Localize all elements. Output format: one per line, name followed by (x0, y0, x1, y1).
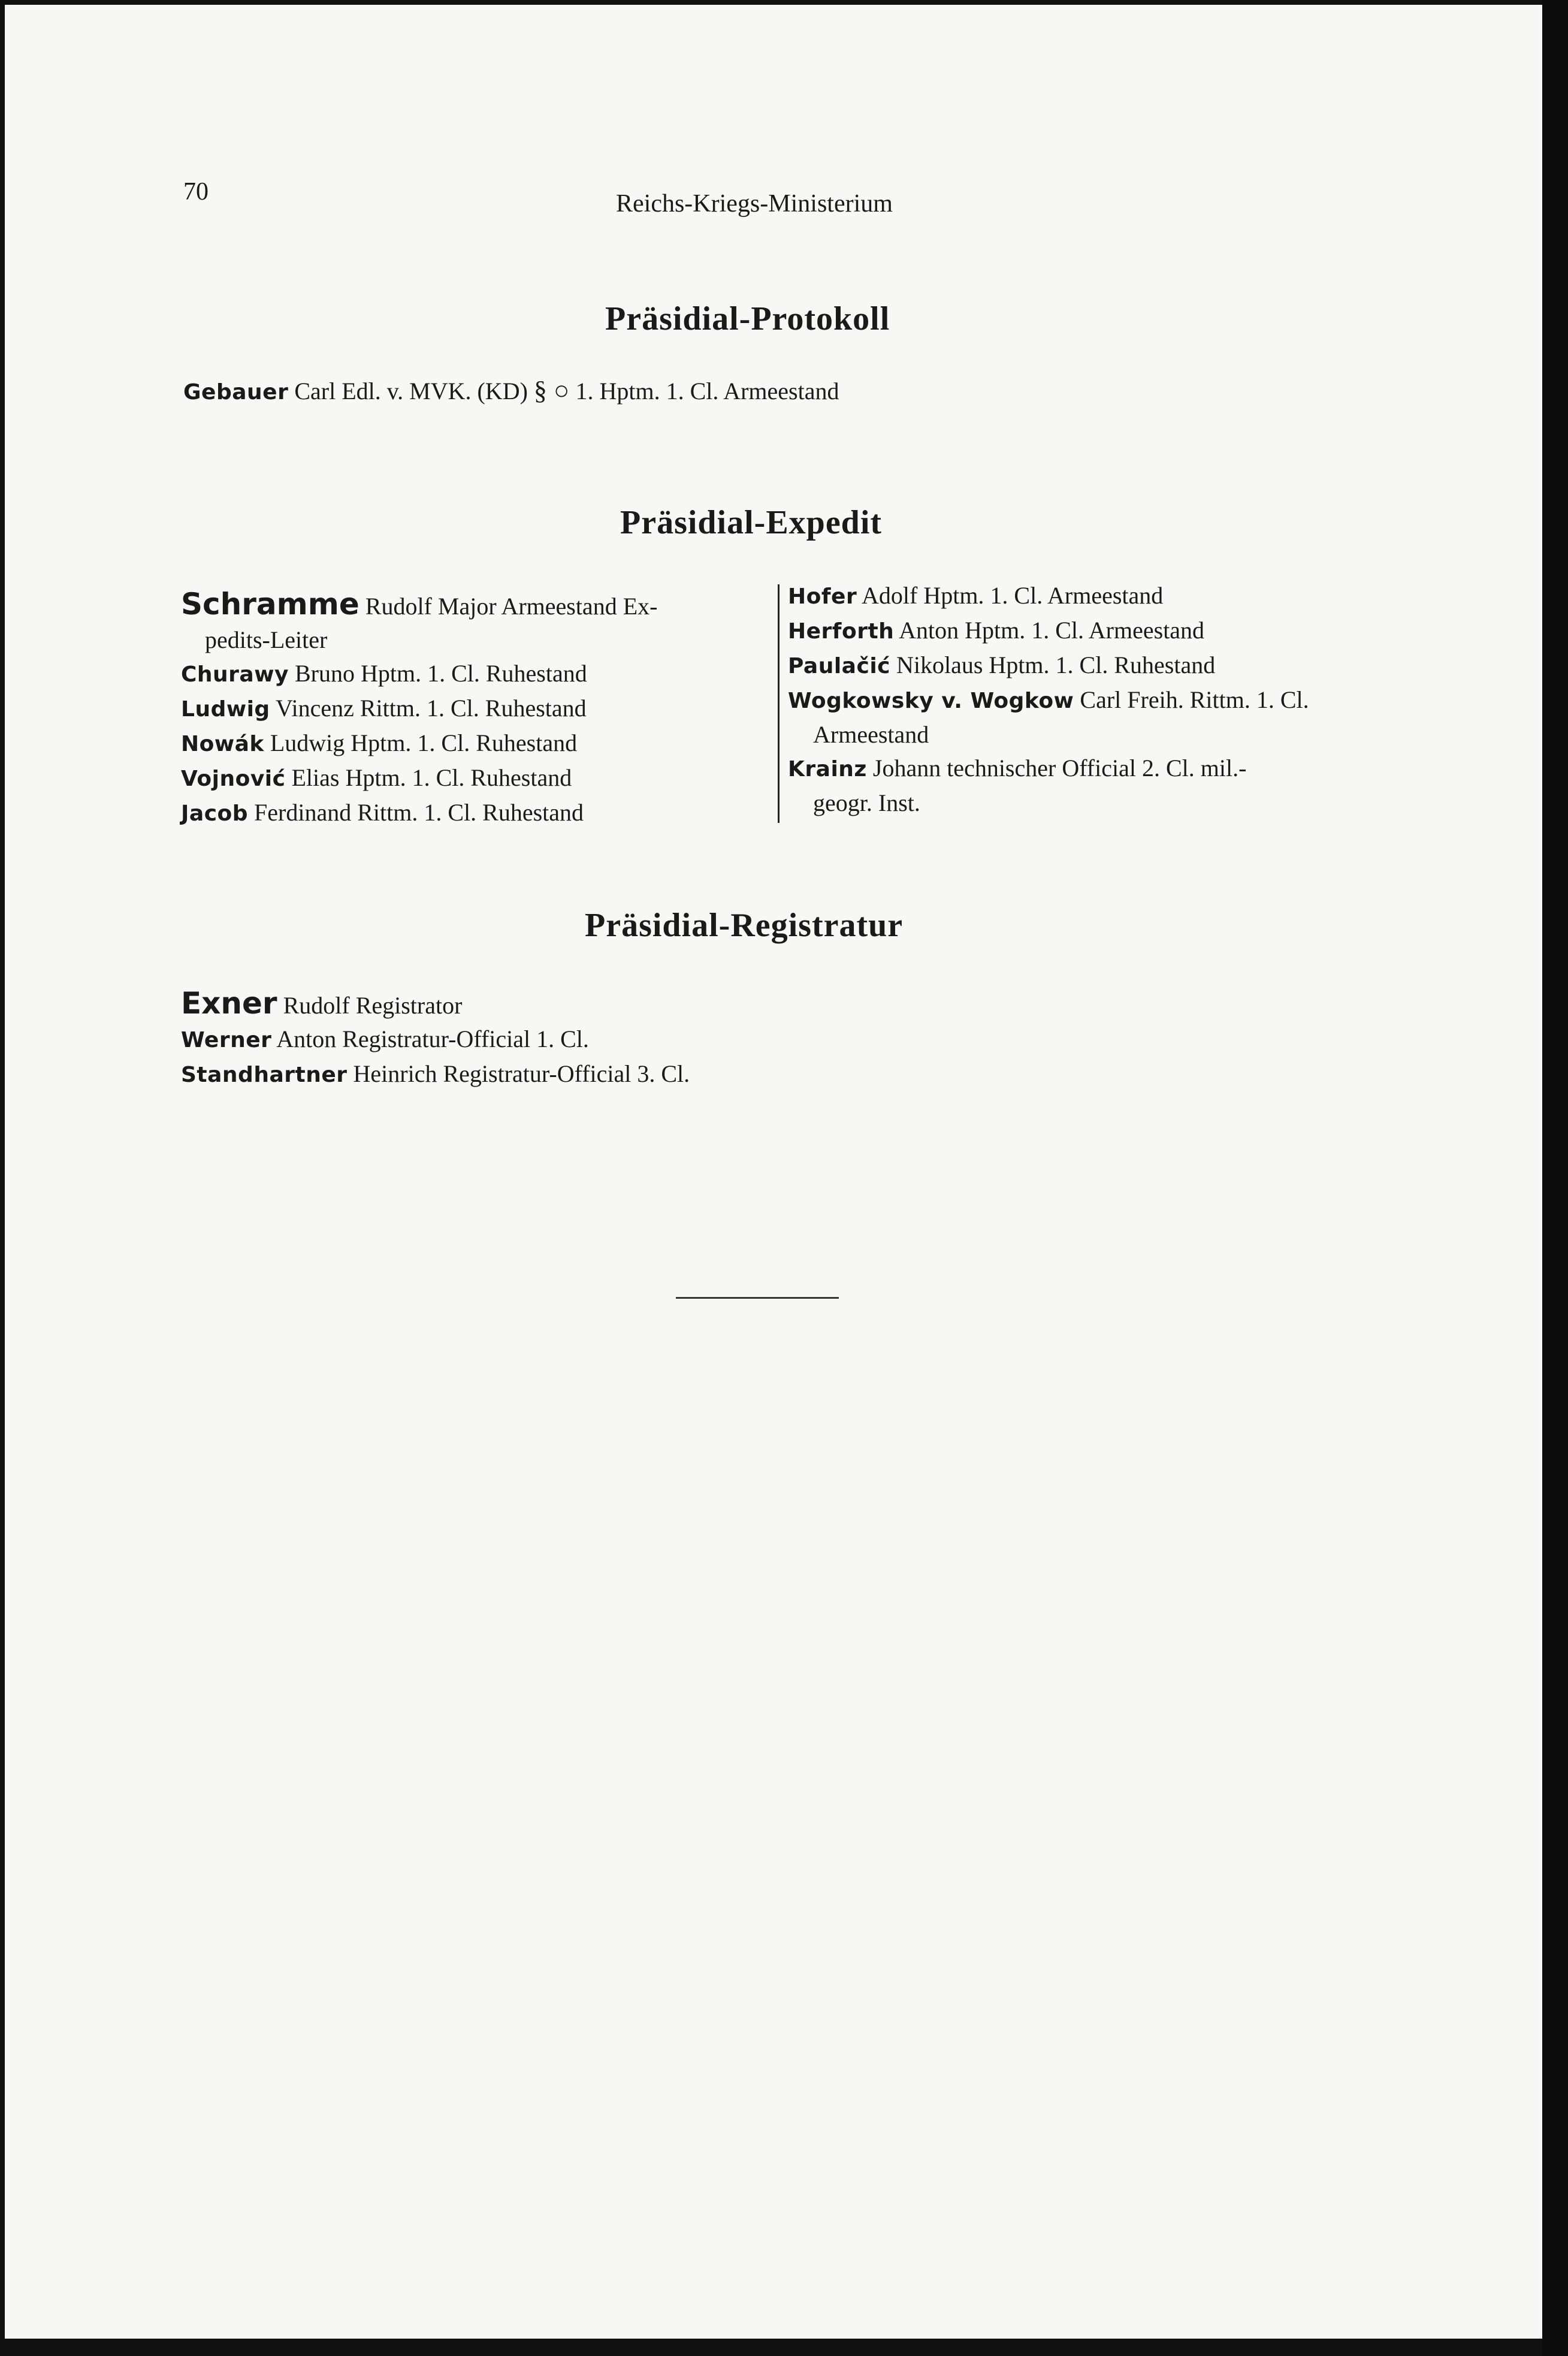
scanned-page (5, 5, 1542, 2339)
entry-text: Rudolf Registrator (283, 992, 463, 1019)
entry-name: Schramme (181, 587, 359, 622)
entry-name: Paulačić (788, 654, 890, 678)
entry-continuation: pedits-Leiter (205, 626, 328, 653)
entry-name: Hofer (788, 584, 857, 609)
entry-name: Krainz (788, 757, 867, 782)
list-item (788, 752, 1309, 786)
section-title-registratur: Präsidial-Registratur (585, 907, 904, 944)
entry-text: Ferdinand Rittm. 1. Cl. Ruhestand (254, 799, 584, 826)
page-number: 70 (183, 178, 209, 206)
closing-rule (676, 1297, 839, 1299)
list-item (181, 587, 657, 623)
list-item (181, 761, 657, 796)
entry-name: Herforth (788, 619, 895, 644)
entry-name: Nowák (181, 732, 264, 756)
entry-continuation: geogr. Inst. (813, 789, 920, 816)
entry-name: Exner (181, 986, 277, 1021)
column-divider (778, 584, 780, 823)
entry-text: Elias Hptm. 1. Cl. Ruhestand (291, 764, 572, 791)
list-item (788, 648, 1309, 683)
entry-continuation: Armeestand (813, 721, 929, 748)
expedit-right-column (788, 579, 1309, 820)
decoration-symbol-icon: § ○ (533, 376, 570, 405)
expedit-left-column (181, 587, 657, 831)
entry-name: Werner (181, 1028, 272, 1052)
protokoll-entry (183, 374, 839, 409)
scan-border (1542, 0, 1568, 2356)
entry-text: Heinrich Registratur-Official 3. Cl. (353, 1060, 690, 1087)
section-title-expedit: Präsidial-Expedit (620, 504, 883, 541)
entry-text: Carl Edl. v. MVK. (KD) (294, 378, 528, 405)
list-item (181, 692, 657, 726)
running-title: Reichs-Kriegs-Ministerium (616, 190, 893, 218)
list-item (181, 1057, 690, 1092)
list-item (181, 796, 657, 831)
entry-name: Vojnović (181, 767, 286, 791)
entry-name: Standhartner (181, 1063, 348, 1087)
entry-text: Anton Registratur-Official 1. Cl. (276, 1025, 589, 1052)
entry-name: Ludwig (181, 697, 270, 722)
section-title-protokoll: Präsidial-Protokoll (605, 300, 890, 337)
entry-text: Johann technischer Official 2. Cl. mil.- (872, 755, 1247, 782)
list-item (788, 683, 1309, 718)
entry-text: Rudolf Major Armeestand Ex- (365, 593, 658, 620)
entry-text: Carl Freih. Rittm. 1. Cl. (1080, 686, 1309, 713)
entry-text: Adolf Hptm. 1. Cl. Armeestand (862, 582, 1164, 609)
entry-name: Churawy (181, 662, 289, 687)
entry-name: Gebauer (183, 380, 289, 405)
list-item (181, 987, 690, 1022)
entry-text: Ludwig Hptm. 1. Cl. Ruhestand (270, 729, 578, 756)
list-item (181, 1022, 690, 1057)
entry-text: Nikolaus Hptm. 1. Cl. Ruhestand (896, 651, 1216, 678)
entry-text: 1. Hptm. 1. Cl. Armeestand (575, 378, 839, 405)
entry-text: Bruno Hptm. 1. Cl. Ruhestand (294, 660, 587, 687)
entry-text: Vincenz Rittm. 1. Cl. Ruhestand (276, 695, 587, 722)
entry-name: Jacob (181, 801, 249, 826)
list-item (181, 657, 657, 692)
list-item (181, 726, 657, 761)
list-item (788, 614, 1309, 648)
entry-text: Anton Hptm. 1. Cl. Armeestand (899, 617, 1205, 644)
list-item (788, 579, 1309, 614)
entry-name: Wogkowsky v. Wogkow (788, 689, 1074, 713)
registratur-list (181, 987, 690, 1092)
